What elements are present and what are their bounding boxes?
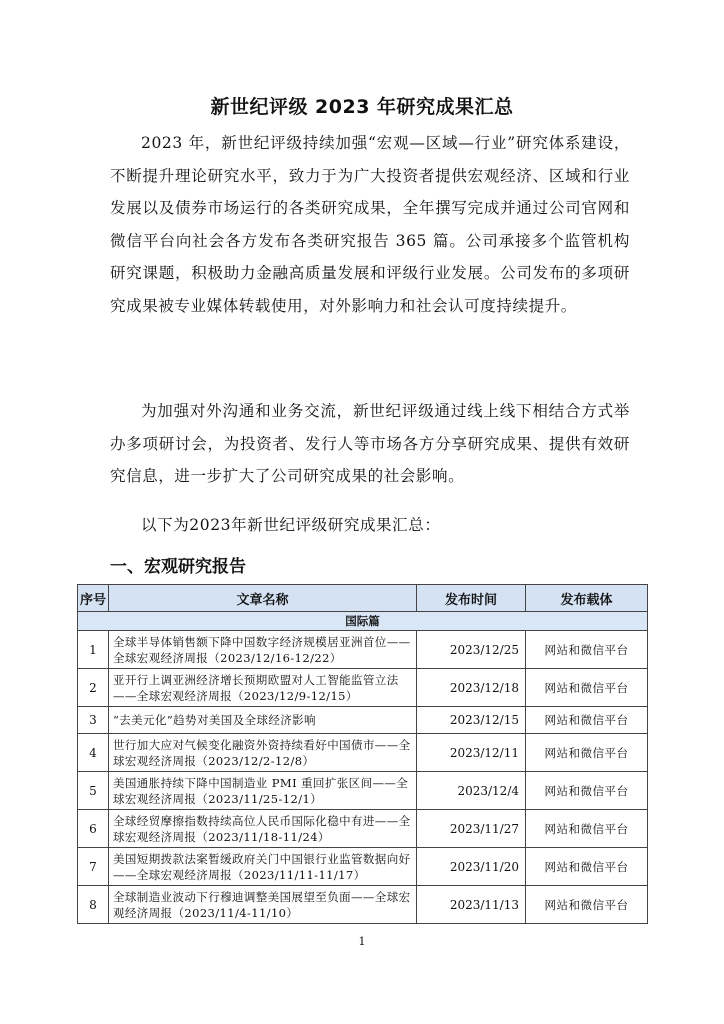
table-row [78,772,648,810]
row-num: 1 [78,631,109,669]
group-label: 国际篇 [78,612,648,631]
row-article-name: 美国通胀持续下降中国制造业 PMI 重回扩张区间——全球宏观经济周报（2023/11/25-12/1） [109,772,417,810]
row-date: 2023/11/27 [417,810,526,848]
row-date: 2023/12/4 [417,772,526,810]
intro-paragraph [110,127,630,323]
paragraph-3: 以下为2023年新世纪评级研究成果汇总： [141,516,441,534]
header-date: 发布时间 [417,585,526,612]
summary-intro-paragraph [110,509,630,542]
table-row [78,848,648,886]
table-header-row [78,585,648,612]
row-article-name: “去美元化”趋势对美国及全球经济影响 [109,707,417,734]
row-channel: 网站和微信平台 [526,734,648,772]
document-title: 新世纪评级 2023 年研究成果汇总 [210,96,514,118]
page-number: 1 [358,935,366,948]
row-article-name: 全球制造业波动下行穆迪调整美国展望至负面——全球宏观经济周报（2023/11/4-11/10） [109,886,417,924]
table-row [78,707,648,734]
row-article-name: 全球经贸摩擦指数持续高位人民币国际化稳中有进——全球宏观经济周报（2023/11/18-11/24） [109,810,417,848]
row-date: 2023/12/15 [417,707,526,734]
row-num: 8 [78,886,109,924]
table-row [78,669,648,707]
research-report-table [77,584,648,924]
row-date: 2023/11/13 [417,886,526,924]
table-row [78,734,648,772]
row-num: 7 [78,848,109,886]
header-num: 序号 [78,585,109,612]
row-date: 2023/11/20 [417,848,526,886]
seminar-paragraph [110,395,630,493]
row-date: 2023/12/18 [417,669,526,707]
row-channel: 网站和微信平台 [526,631,648,669]
row-channel: 网站和微信平台 [526,848,648,886]
row-date: 2023/12/25 [417,631,526,669]
row-num: 5 [78,772,109,810]
header-channel: 发布载体 [526,585,648,612]
paragraph-1: 2023 年，新世纪评级持续加强“宏观—区域—行业”研究体系建设，不断提升理论研究水平，致力于为广大投资者提供宏观经济、区域和行业发展以及债券市场运行的各类研究成果，全年撰写完成并通过公司官网和微信平台向社会各方发布各类研究报告 365 篇。公司承接多个监管机构研究课题，积极助力金融高质量发展和评级行业发展。公司发布的多项研究成果被专业媒体转载使用，对外影响力和社会认可度持续提升。 [110,134,630,315]
paragraph-2: 为加强对外沟通和业务交流，新世纪评级通过线上线下相结合方式举办多项研讨会，为投资者、发行人等市场各方分享研究成果、提供有效研究信息，进一步扩大了公司研究成果的社会影响。 [110,402,630,486]
header-name: 文章名称 [109,585,417,612]
row-article-name: 亚开行上调亚洲经济增长预期欧盟对人工智能监管立法——全球宏观经济周报（2023/12/9-12/15） [109,669,417,707]
table-group-row [78,612,648,631]
row-num: 4 [78,734,109,772]
table-row [78,886,648,924]
row-num: 6 [78,810,109,848]
table-row [78,810,648,848]
row-date: 2023/12/11 [417,734,526,772]
row-channel: 网站和微信平台 [526,772,648,810]
row-article-name: 全球半导体销售额下降中国数字经济规模居亚洲首位——全球宏观经济周报（2023/12/16-12/22） [109,631,417,669]
row-num: 2 [78,669,109,707]
row-channel: 网站和微信平台 [526,669,648,707]
row-channel: 网站和微信平台 [526,886,648,924]
table-row [78,631,648,669]
row-channel: 网站和微信平台 [526,707,648,734]
row-article-name: 世行加大应对气候变化融资外资持续看好中国债市——全球宏观经济周报（2023/12/2-12/8） [109,734,417,772]
row-num: 3 [78,707,109,734]
section-heading: 一、宏观研究报告 [110,557,246,577]
row-article-name: 美国短期拨款法案暂缓政府关门中国银行业监管数据向好——全球宏观经济周报（2023/11/11-11/17） [109,848,417,886]
row-channel: 网站和微信平台 [526,810,648,848]
